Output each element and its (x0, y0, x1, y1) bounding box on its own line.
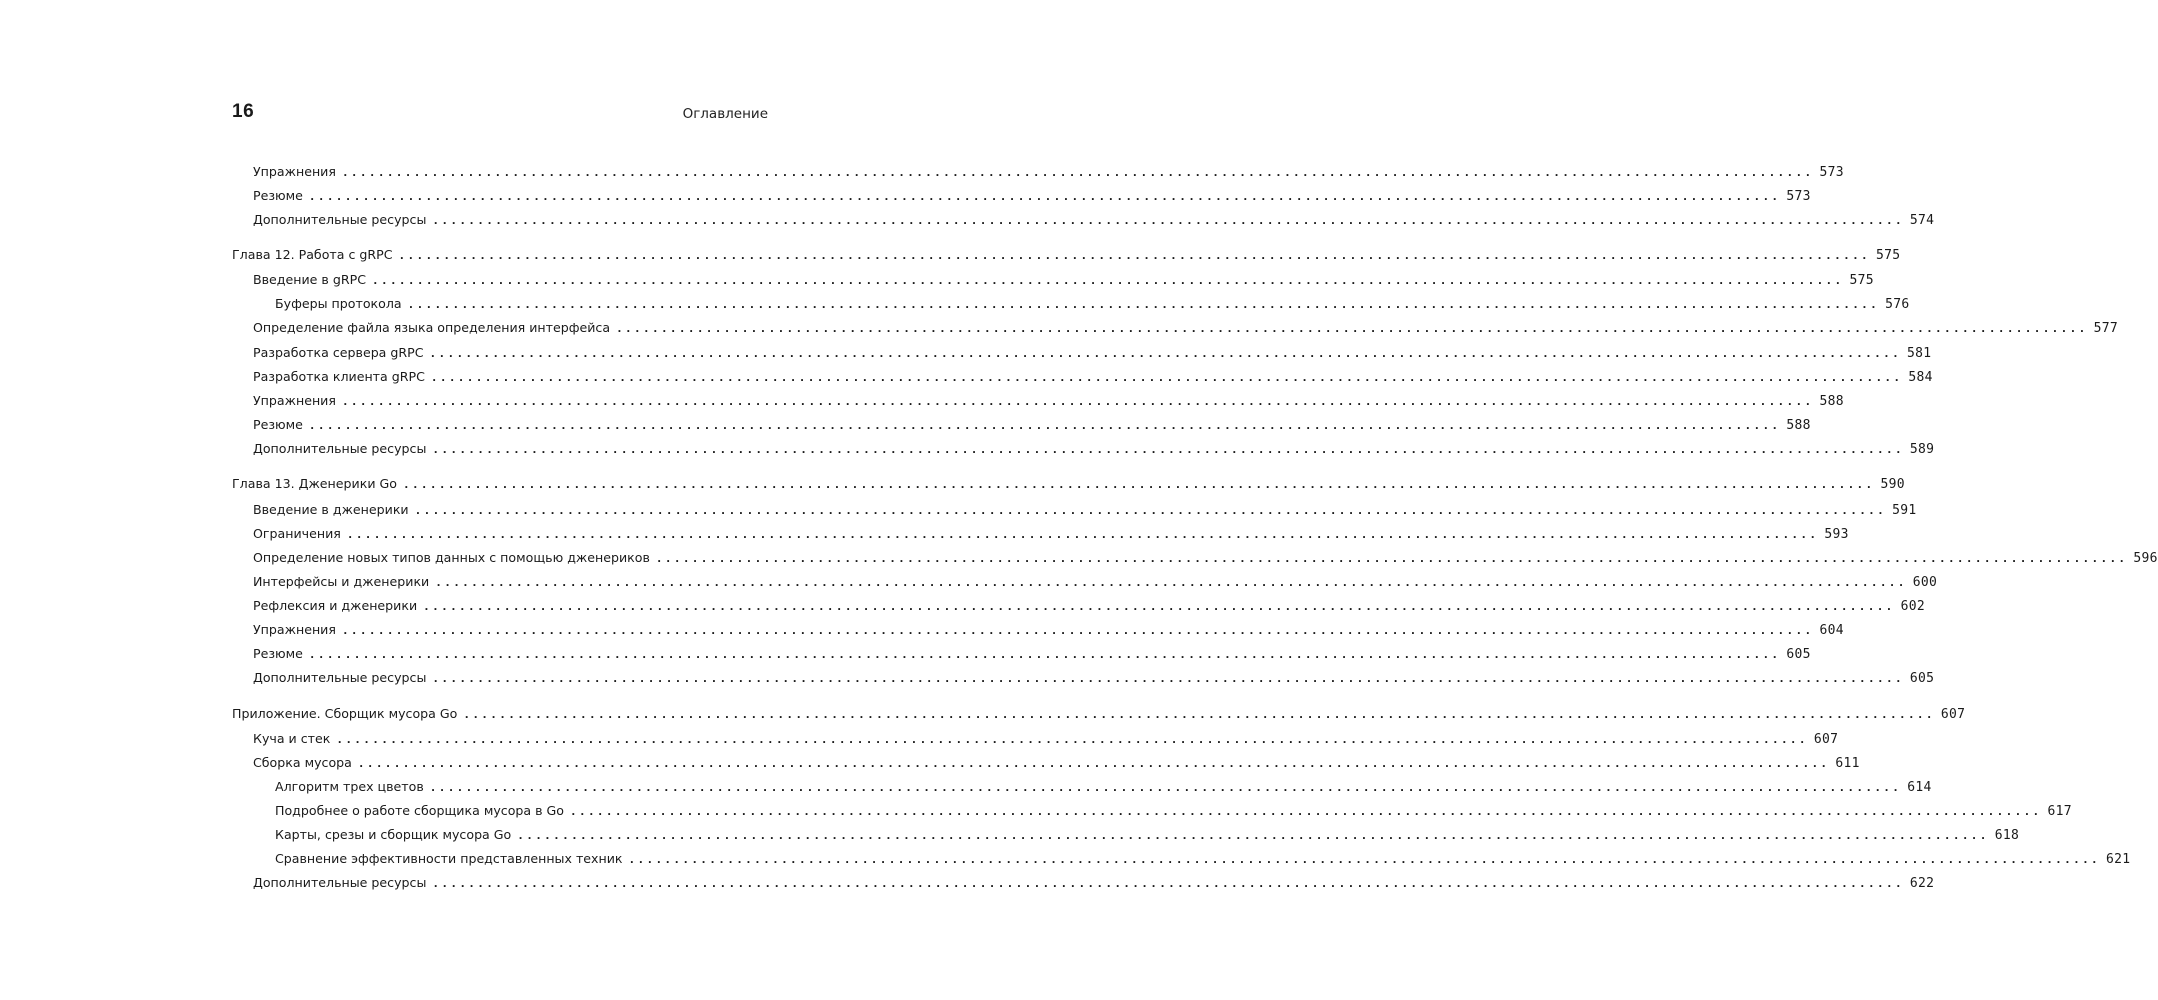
toc-entry[interactable] (253, 570, 1938, 594)
toc-chapter-page: 575 (1876, 248, 1901, 263)
toc-entry-title: Резюме (253, 188, 303, 203)
toc-entry-page: 622 (1909, 876, 1935, 891)
toc-entry-page: 611 (1835, 756, 1860, 771)
toc-entry[interactable] (253, 389, 1844, 413)
toc-entry-page: 600 (1912, 575, 1938, 590)
toc-leader-dots: .................................................................................................................................................................... (341, 395, 1814, 408)
toc-entry-title: Рефлексия и дженерики (253, 598, 418, 613)
toc-entry[interactable] (253, 184, 1811, 208)
toc-entry-page: 605 (1786, 647, 1811, 662)
toc-leader-dots: .................................................................................................................................................................... (430, 371, 1903, 384)
toc-leader-dots: .................................................................................................................................................................... (432, 214, 1904, 227)
toc-entry-title: Разработка клиента gRPC (253, 369, 425, 384)
toc-leader-dots: .................................................................................................................................................................... (429, 347, 1902, 360)
toc-leader-dots: .................................................................................................................................................................... (432, 443, 1904, 456)
toc-entry-title: Сборка мусора (253, 755, 352, 770)
toc-entry-title: Введение в дженерики (253, 502, 409, 517)
toc-leader-dots: .................................................................................................................................................................... (429, 781, 1902, 794)
toc-entry-page: 591 (1892, 503, 1917, 518)
toc-leader-dots: .................................................................................................................................................................... (432, 672, 1904, 685)
toc-entry-title: Дополнительные ресурсы (253, 875, 427, 890)
toc-entry-title: Разработка сервера gRPC (253, 345, 424, 360)
toc-subentry-page: 617 (2047, 804, 2072, 819)
toc-subentry[interactable] (275, 292, 1910, 316)
toc-entry-title: Упражнения (253, 393, 336, 408)
toc-leader-dots: .................................................................................................................................................................... (628, 853, 2101, 866)
toc-subentry-page: 614 (1907, 780, 1932, 795)
toc-entry[interactable] (253, 666, 1935, 690)
toc-entry[interactable] (253, 751, 1860, 775)
toc-subentry-page: 618 (1994, 828, 2020, 843)
toc-entry[interactable] (253, 522, 1849, 546)
toc-chapter[interactable] (232, 243, 1901, 267)
toc-entry-title: Введение в gRPC (253, 272, 366, 287)
toc-entry-title: Упражнения (253, 622, 336, 637)
toc-entry-title: Куча и стек (253, 731, 331, 746)
toc-entry-title: Упражнения (253, 164, 336, 179)
toc-leader-dots: .................................................................................................................................................................... (308, 648, 1781, 661)
toc-entry[interactable] (253, 642, 1811, 666)
toc-entry-title: Ограничения (253, 526, 341, 541)
toc-entry[interactable] (253, 341, 1932, 365)
toc-entry-title: Интерфейсы и дженерики (253, 574, 430, 589)
toc-subentry[interactable] (275, 775, 1932, 799)
toc-entry[interactable] (253, 594, 1926, 618)
toc-leader-dots: .................................................................................................................................................................... (423, 600, 1895, 613)
toc-entry[interactable] (253, 618, 1844, 642)
toc-leader-dots: .................................................................................................................................................................... (432, 877, 1904, 890)
toc-leader-dots: .................................................................................................................................................................... (435, 576, 1907, 589)
toc-leader-dots: .................................................................................................................................................................... (402, 478, 1875, 491)
toc-entry-page: 588 (1819, 394, 1844, 409)
toc-subentry[interactable] (275, 847, 2131, 871)
toc-leader-dots: .................................................................................................................................................................... (308, 190, 1781, 203)
toc-entry-page: 602 (1900, 599, 1926, 614)
toc-entry[interactable] (253, 365, 1933, 389)
toc-entry-title: Дополнительные ресурсы (253, 670, 427, 685)
toc-subentry-title: Буферы протокола (275, 296, 402, 311)
toc-leader-dots: .................................................................................................................................................................... (346, 528, 1819, 541)
toc-leader-dots: .................................................................................................................................................................... (341, 624, 1814, 637)
toc-leader-dots: .................................................................................................................................................................... (336, 733, 1808, 746)
toc-leader-dots: .................................................................................................................................................................... (341, 166, 1814, 179)
toc-entry-page: 607 (1813, 732, 1839, 747)
toc-entry-title: Определение файла языка определения интерфейса (253, 320, 611, 335)
toc-entry[interactable] (253, 208, 1935, 232)
toc-entry[interactable] (253, 546, 2158, 570)
toc-entry[interactable] (253, 498, 1917, 522)
toc-entry-page: 573 (1786, 189, 1811, 204)
page-number: 16 (232, 101, 255, 122)
toc-leader-dots: .................................................................................................................................................................... (372, 274, 1844, 287)
toc-leader-dots: .................................................................................................................................................................... (357, 757, 1830, 770)
toc-entry-title: Резюме (253, 646, 303, 661)
toc-leader-dots: .................................................................................................................................................................... (463, 708, 1935, 721)
toc-chapter[interactable] (232, 702, 1966, 726)
toc-chapter-title: Приложение. Сборщик мусора Go (232, 706, 458, 721)
toc-entry-page: 589 (1909, 442, 1935, 457)
toc-chapter-page: 607 (1940, 707, 1966, 722)
toc-entry-page: 596 (2133, 551, 2158, 566)
toc-leader-dots: .................................................................................................................................................................... (616, 322, 2088, 335)
toc-entry[interactable] (253, 160, 1844, 184)
toc-subentry-title: Подробнее о работе сборщика мусора в Go (275, 803, 565, 818)
toc-chapter[interactable] (232, 472, 1905, 496)
toc-subentry-page: 576 (1885, 297, 1910, 312)
toc-entry-page: 605 (1909, 671, 1935, 686)
toc-leader-dots: .................................................................................................................................................................... (517, 829, 1989, 842)
toc-entry-page: 588 (1786, 418, 1811, 433)
toc-chapter-title: Глава 12. Работа с gRPC (232, 247, 393, 262)
toc-entry[interactable] (253, 727, 1839, 751)
toc-entry-title: Дополнительные ресурсы (253, 212, 427, 227)
toc-leader-dots: .................................................................................................................................................................... (407, 298, 1880, 311)
toc-entry-page: 573 (1819, 165, 1844, 180)
toc-subentry-page: 621 (2106, 852, 2131, 867)
toc-chapter-page: 590 (1880, 477, 1905, 492)
toc-entry-page: 577 (2093, 321, 2118, 336)
toc-leader-dots: .................................................................................................................................................................... (398, 249, 1871, 262)
toc-entry[interactable] (253, 316, 2118, 340)
toc-entry-title: Дополнительные ресурсы (253, 441, 427, 456)
toc-entry-page: 581 (1907, 346, 1932, 361)
toc-entry[interactable] (253, 413, 1811, 437)
toc-subentry[interactable] (275, 799, 2072, 823)
toc-leader-dots: .................................................................................................................................................................... (570, 805, 2042, 818)
toc-entry[interactable] (253, 437, 1935, 461)
toc-subentry-title: Сравнение эффективности представленных техник (275, 851, 623, 866)
toc-chapter-title: Глава 13. Дженерики Go (232, 476, 397, 491)
toc-leader-dots: .................................................................................................................................................................... (655, 552, 2128, 565)
toc-subentry[interactable] (275, 823, 2020, 847)
toc-subentry-title: Алгоритм трех цветов (275, 779, 424, 794)
toc-entry-page: 575 (1849, 273, 1874, 288)
toc-leader-dots: .................................................................................................................................................................... (308, 419, 1781, 432)
toc-subentry-title: Карты, срезы и сборщик мусора Go (275, 827, 512, 842)
toc-entry-title: Определение новых типов данных с помощью дженериков (253, 550, 650, 565)
toc-entry-page: 584 (1908, 370, 1933, 385)
toc-entry-page: 574 (1909, 213, 1935, 228)
toc-entry-title: Резюме (253, 417, 303, 432)
toc-entry-page: 593 (1824, 527, 1849, 542)
toc-leader-dots: .................................................................................................................................................................... (414, 504, 1887, 517)
running-head: Оглавление (682, 106, 768, 122)
toc-entry[interactable] (253, 871, 1935, 895)
toc-entry-page: 604 (1819, 623, 1844, 638)
toc-entry[interactable] (253, 268, 1874, 292)
